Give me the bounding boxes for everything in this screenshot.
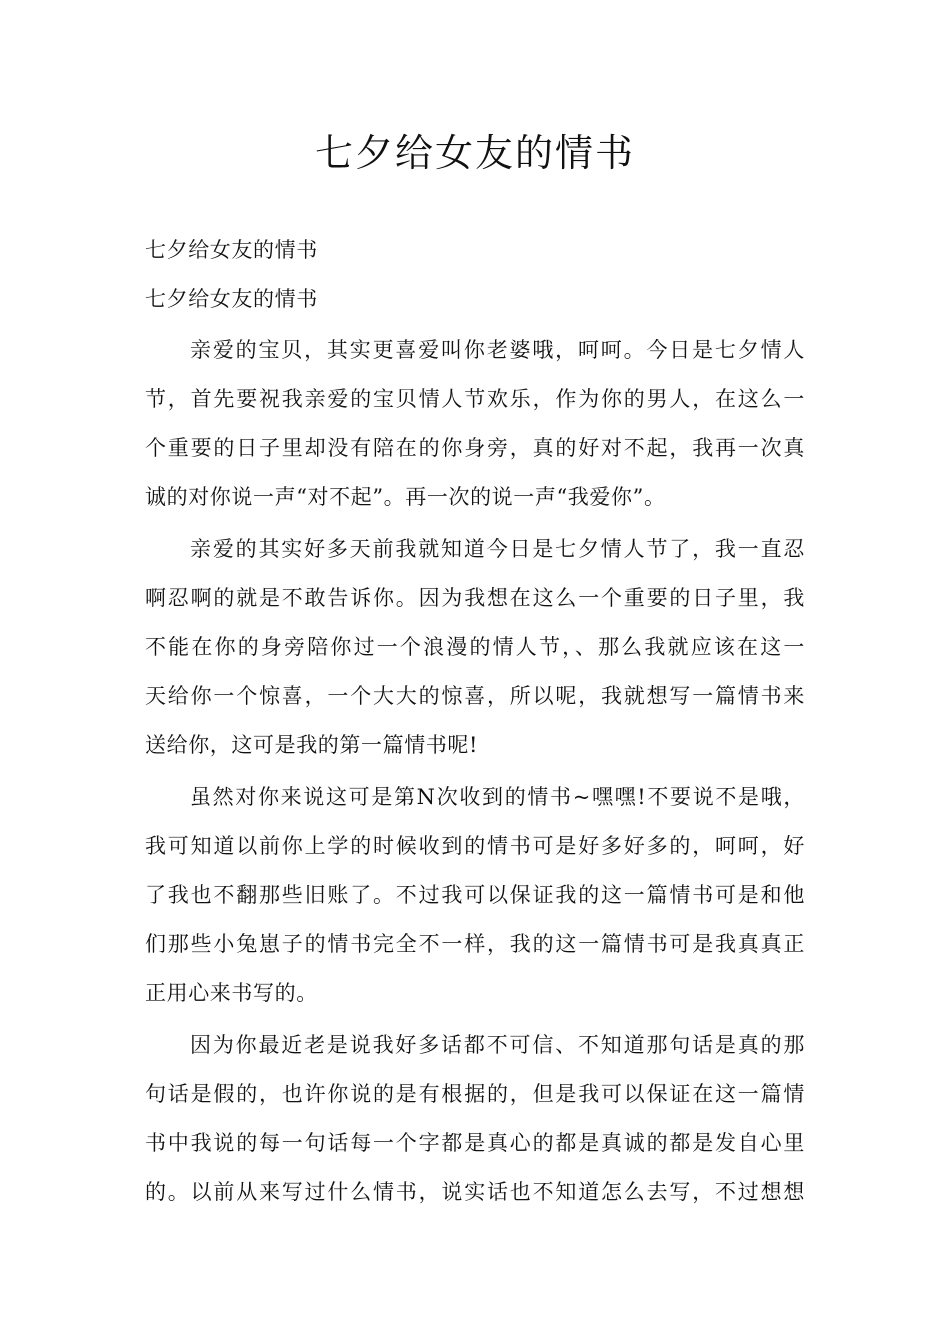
paragraph-line: 我可知道以前你上学的时候收到的情书可是好多好多的，呵呵，好 (145, 834, 805, 858)
paragraph-line: 书中我说的每一句话每一个字都是真心的都是真诚的都是发自心里 (145, 1131, 805, 1155)
paragraph-line: 亲爱的其实好多天前我就知道今日是七夕情人节了，我一直忍 (190, 537, 805, 561)
paragraph-line: 的。以前从来写过什么情书，说实话也不知道怎么去写，不过想想 (145, 1180, 805, 1204)
paragraph-line: 因为你最近老是说我好多话都不可信、不知道那句话是真的那 (190, 1033, 805, 1057)
paragraph-line: 不能在你的身旁陪你过一个浪漫的情人节，、那么我就应该在这一 (145, 635, 805, 659)
document-title: 七夕给女友的情书 (314, 131, 635, 175)
paragraph-line: 个重要的日子里却没有陪在的你身旁，真的好对不起，我再一次真 (145, 436, 805, 460)
paragraph-line: 正用心来书写的。 (145, 981, 318, 1005)
paragraph-line: 句话是假的，也许你说的是有根据的，但是我可以保证在这一篇情 (145, 1082, 805, 1106)
paragraph-line: 送给你，这可是我的第一篇情书呢! (145, 733, 479, 757)
paragraph-line: 啊忍啊的就是不敢告诉你。因为我想在这么一个重要的日子里，我 (145, 586, 805, 610)
subtitle-2: 七夕给女友的情书 (145, 287, 318, 311)
subtitle-1: 七夕给女友的情书 (145, 238, 318, 262)
paragraph-line: 天给你一个惊喜，一个大大的惊喜，所以呢，我就想写一篇情书来 (145, 684, 805, 708)
paragraph-line: 了我也不翻那些旧账了。不过我可以保证我的这一篇情书可是和他 (145, 883, 805, 907)
paragraph-line: 节，首先要祝我亲爱的宝贝情人节欢乐，作为你的男人，在这么一 (145, 387, 805, 411)
paragraph-line: 们那些小兔崽子的情书完全不一样，我的这一篇情书可是我真真正 (145, 932, 805, 956)
paragraph-line: 诚的对你说一声“对不起”。再一次的说一声“我爱你”。 (145, 485, 666, 509)
paragraph-line: 亲爱的宝贝，其实更喜爱叫你老婆哦，呵呵。今日是七夕情人 (190, 338, 805, 362)
paragraph-line: 虽然对你来说这可是第N次收到的情书~嘿嘿!不要说不是哦， (190, 785, 805, 809)
